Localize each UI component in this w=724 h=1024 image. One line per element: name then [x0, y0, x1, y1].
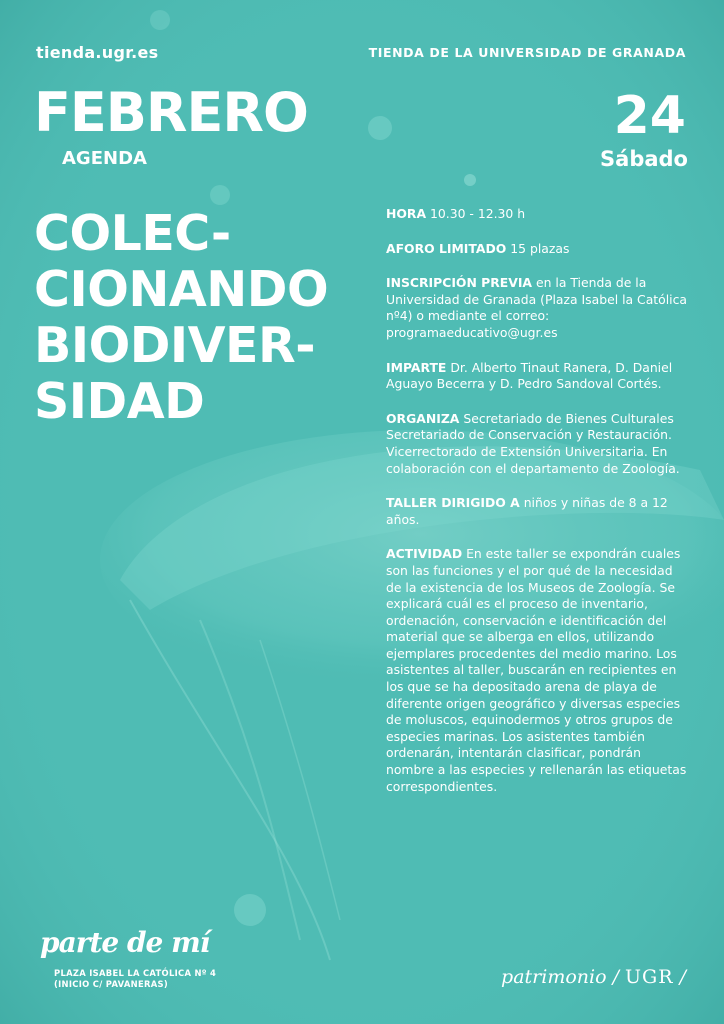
detail-dirigido	[386, 495, 691, 528]
organization-name: TIENDA DE LA UNIVERSIDAD DE GRANADA	[368, 45, 686, 60]
patrimonio-ugr-logo	[501, 966, 686, 988]
detail-label: AFORO LIMITADO	[386, 240, 507, 256]
detail-label: HORA	[386, 206, 427, 221]
detail-label: ACTIVIDAD	[386, 546, 463, 562]
event-title	[34, 206, 328, 430]
event-details	[386, 206, 691, 813]
detail-text: 10.30 - 12.30 h	[430, 206, 526, 221]
site-url[interactable]: tienda.ugr.es	[36, 43, 159, 62]
title-line: COLEC-	[34, 205, 231, 262]
detail-inscripcion	[386, 275, 691, 341]
day-number: 24	[613, 86, 686, 146]
detail-text: en la Tienda de la Universidad de Granada (Plaza Isabel la Católica nº4) o mediante el correo: programaeducativo@ugr.es	[386, 275, 688, 340]
detail-organiza	[386, 411, 691, 477]
logo-divider: /	[612, 966, 626, 988]
title-line: CIONANDO	[34, 261, 329, 318]
patrimonio-text: patrimonio	[501, 966, 607, 988]
agenda-label: AGENDA	[62, 148, 147, 169]
month-heading: FEBRERO	[34, 81, 308, 144]
title-line: BIODIVER-	[34, 317, 316, 374]
address-line: PLAZA ISABEL LA CATÓLICA Nº 4	[54, 968, 217, 978]
detail-label: TALLER DIRIGIDO A	[386, 495, 520, 511]
detail-text: 15 plazas	[510, 240, 570, 256]
detail-label: INSCRIPCIÓN PREVIA	[386, 275, 533, 291]
detail-actividad	[386, 546, 691, 795]
detail-text: En este taller se expondrán cuales son las funciones y el por qué de la necesidad de la existencia de los Museos de Zoología. Se explicará cuál es el proceso de inventario, ordenación, conservación e identificación del material que se alberga en ellos, utilizando ejemplares procedentes del medio marino. Los asistentes al taller, buscarán en recipientes en los que se ha depositado arena de playa de diferente origen geográfico y diversas especies de moluscos, equinodermos y otros grupos de especies marinas. Los asistentes también ordenarán, intentarán clasificar, pondrán nombre a las especies y rellenarán las etiquetas correspondientes.	[386, 546, 687, 794]
detail-label: ORGANIZA	[386, 410, 460, 426]
weekday-label: Sábado	[600, 147, 688, 171]
parte-de-mi-logo: parte de mí	[40, 926, 210, 959]
title-line: SIDAD	[34, 373, 205, 430]
address	[54, 968, 216, 990]
detail-imparte	[386, 360, 691, 393]
ugr-text: UGR	[625, 966, 674, 988]
address-line: (INICIO C/ PAVANERAS)	[54, 979, 168, 989]
detail-aforo	[386, 241, 691, 258]
detail-label: IMPARTE	[386, 359, 447, 375]
detail-text: Secretariado de Bienes Culturales Secretariado de Conservación y Restauración. Vicerrectorado de Extensión Universitaria. En colaboración con el departamento de Zoología.	[386, 410, 680, 476]
detail-text: Dr. Alberto Tinaut Ranera, D. Daniel Aguayo Becerra y D. Pedro Sandoval Cortés.	[386, 359, 673, 392]
logo-divider: /	[673, 966, 686, 988]
detail-hora	[386, 206, 691, 223]
detail-text: niños y niñas de 8 a 12 años.	[386, 495, 668, 527]
